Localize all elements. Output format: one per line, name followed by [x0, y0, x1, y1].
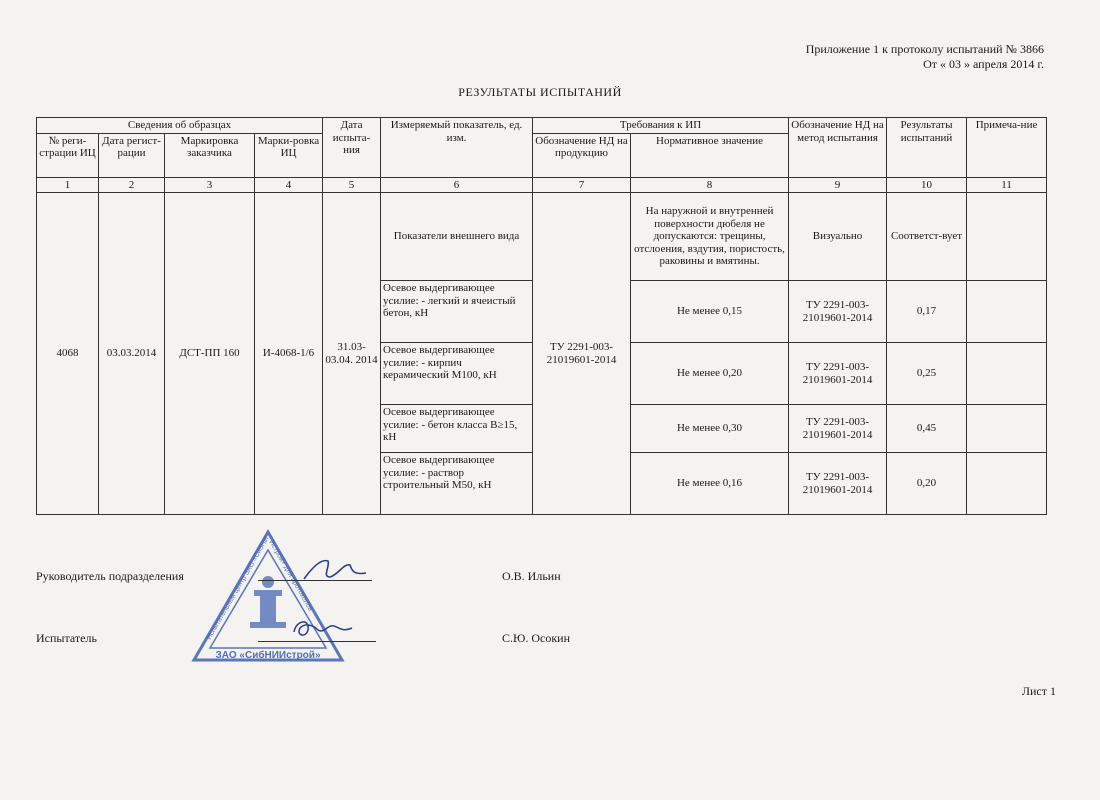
row-norm: Не менее 0,30	[631, 405, 789, 453]
row-result: 0,25	[887, 343, 967, 405]
row-result: 0,20	[887, 453, 967, 515]
header-row-groups	[37, 118, 1047, 134]
organization-stamp	[188, 528, 348, 668]
sample-lab-mark: И-4068-1/6	[255, 193, 323, 515]
head-handwritten-signature	[300, 555, 370, 583]
column-number: 2	[99, 177, 165, 193]
sample-customer-mark: ДСТ-ПП 160	[165, 193, 255, 515]
row-indicator: Осевое выдергивающее усилие: - бетон класса В≥15, кН	[381, 405, 533, 453]
column-number: 11	[967, 177, 1047, 193]
row-method: Визуально	[789, 193, 887, 281]
column-number: 5	[323, 177, 381, 193]
row-indicator: Осевое выдергивающее усилие: - легкий и ячеистый бетон, кН	[381, 281, 533, 343]
column-number: 8	[631, 177, 789, 193]
row-method: ТУ 2291-003-21019601-2014	[789, 281, 887, 343]
col-mark-header: Марки-ровка ИЦ	[255, 133, 323, 177]
sample-reg-date: 03.03.2014	[99, 193, 165, 515]
row-note	[967, 343, 1047, 405]
head-name: О.В. Ильин	[502, 569, 561, 583]
row-method: ТУ 2291-003-21019601-2014	[789, 405, 887, 453]
col-nd-product-header: Обозначение НД на продукцию	[533, 133, 631, 177]
column-number: 9	[789, 177, 887, 193]
results-table	[36, 117, 1047, 515]
sample-test-date: 31.03-03.04. 2014	[323, 193, 381, 515]
column-number: 6	[381, 177, 533, 193]
row-norm: Не менее 0,15	[631, 281, 789, 343]
appendix-reference: Приложение 1 к протоколу испытаний № 3866	[805, 42, 1044, 56]
row-note	[967, 281, 1047, 343]
tester-name: С.Ю. Осокин	[502, 631, 571, 645]
group-requirements-header: Требования к ИП	[533, 118, 789, 134]
col-indicator-header: Измеряемый показатель, ед. изм.	[381, 118, 533, 178]
column-number-row	[37, 177, 1047, 193]
appendix-date: От « 03 » апреля 2014 г.	[923, 57, 1044, 71]
row-indicator: Показатели внешнего вида	[381, 193, 533, 281]
tester-handwritten-signature	[288, 612, 358, 642]
row-norm: Не менее 0,20	[631, 343, 789, 405]
row-method: ТУ 2291-003-21019601-2014	[789, 453, 887, 515]
row-norm: На наружной и внутренней поверхности дюбеля не допускаются: трещины, отслоения, вздутия, пористость, раковины и вмятины.	[631, 193, 789, 281]
column-number: 4	[255, 177, 323, 193]
sample-nd-product: ТУ 2291-003-21019601-2014	[533, 193, 631, 515]
col-note-header: Примеча-ние	[967, 118, 1047, 178]
column-number: 7	[533, 177, 631, 193]
row-note	[967, 453, 1047, 515]
document-title: РЕЗУЛЬТАТЫ ИСПЫТАНИЙ	[458, 85, 622, 99]
head-signature-label: Руководитель подразделения	[36, 569, 184, 583]
row-result: 0,17	[887, 281, 967, 343]
row-note	[967, 405, 1047, 453]
column-number: 1	[37, 177, 99, 193]
sample-reg-no: 4068	[37, 193, 99, 515]
stamp-ring-text: Испытательный центр ЗАО «СибНИИстрой» для протоколов	[205, 535, 314, 642]
tester-signature-label: Испытатель	[36, 631, 97, 645]
col-customer-mark-header: Маркировка заказчика	[165, 133, 255, 177]
row-note	[967, 193, 1047, 281]
column-number: 10	[887, 177, 967, 193]
column-number: 3	[165, 177, 255, 193]
stamp-org-name: ЗАО «СибНИИстрой»	[215, 650, 321, 661]
col-nd-method-header: Обозначение НД на метод испытания	[789, 118, 887, 178]
col-reg-header: № реги-страции ИЦ	[37, 133, 99, 177]
row-norm: Не менее 0,16	[631, 453, 789, 515]
col-norm-value-header: Нормативное значение	[631, 133, 789, 177]
col-test-date-header: Дата испыта-ния	[323, 118, 381, 178]
group-samples-header: Сведения об образцах	[37, 118, 323, 134]
row-method: ТУ 2291-003-21019601-2014	[789, 343, 887, 405]
row-result: Соответст-вует	[887, 193, 967, 281]
col-results-header: Результаты испытаний	[887, 118, 967, 178]
col-regdate-header: Дата регист-рации	[99, 133, 165, 177]
row-indicator: Осевое выдергивающее усилие: - кирпич керамический М100, кН	[381, 343, 533, 405]
sheet-number: Лист 1	[1021, 684, 1056, 698]
appendix-header	[806, 42, 1044, 72]
table-row	[37, 193, 1047, 281]
row-indicator: Осевое выдергивающее усилие: - раствор строительный М50, кН	[381, 453, 533, 515]
row-result: 0,45	[887, 405, 967, 453]
